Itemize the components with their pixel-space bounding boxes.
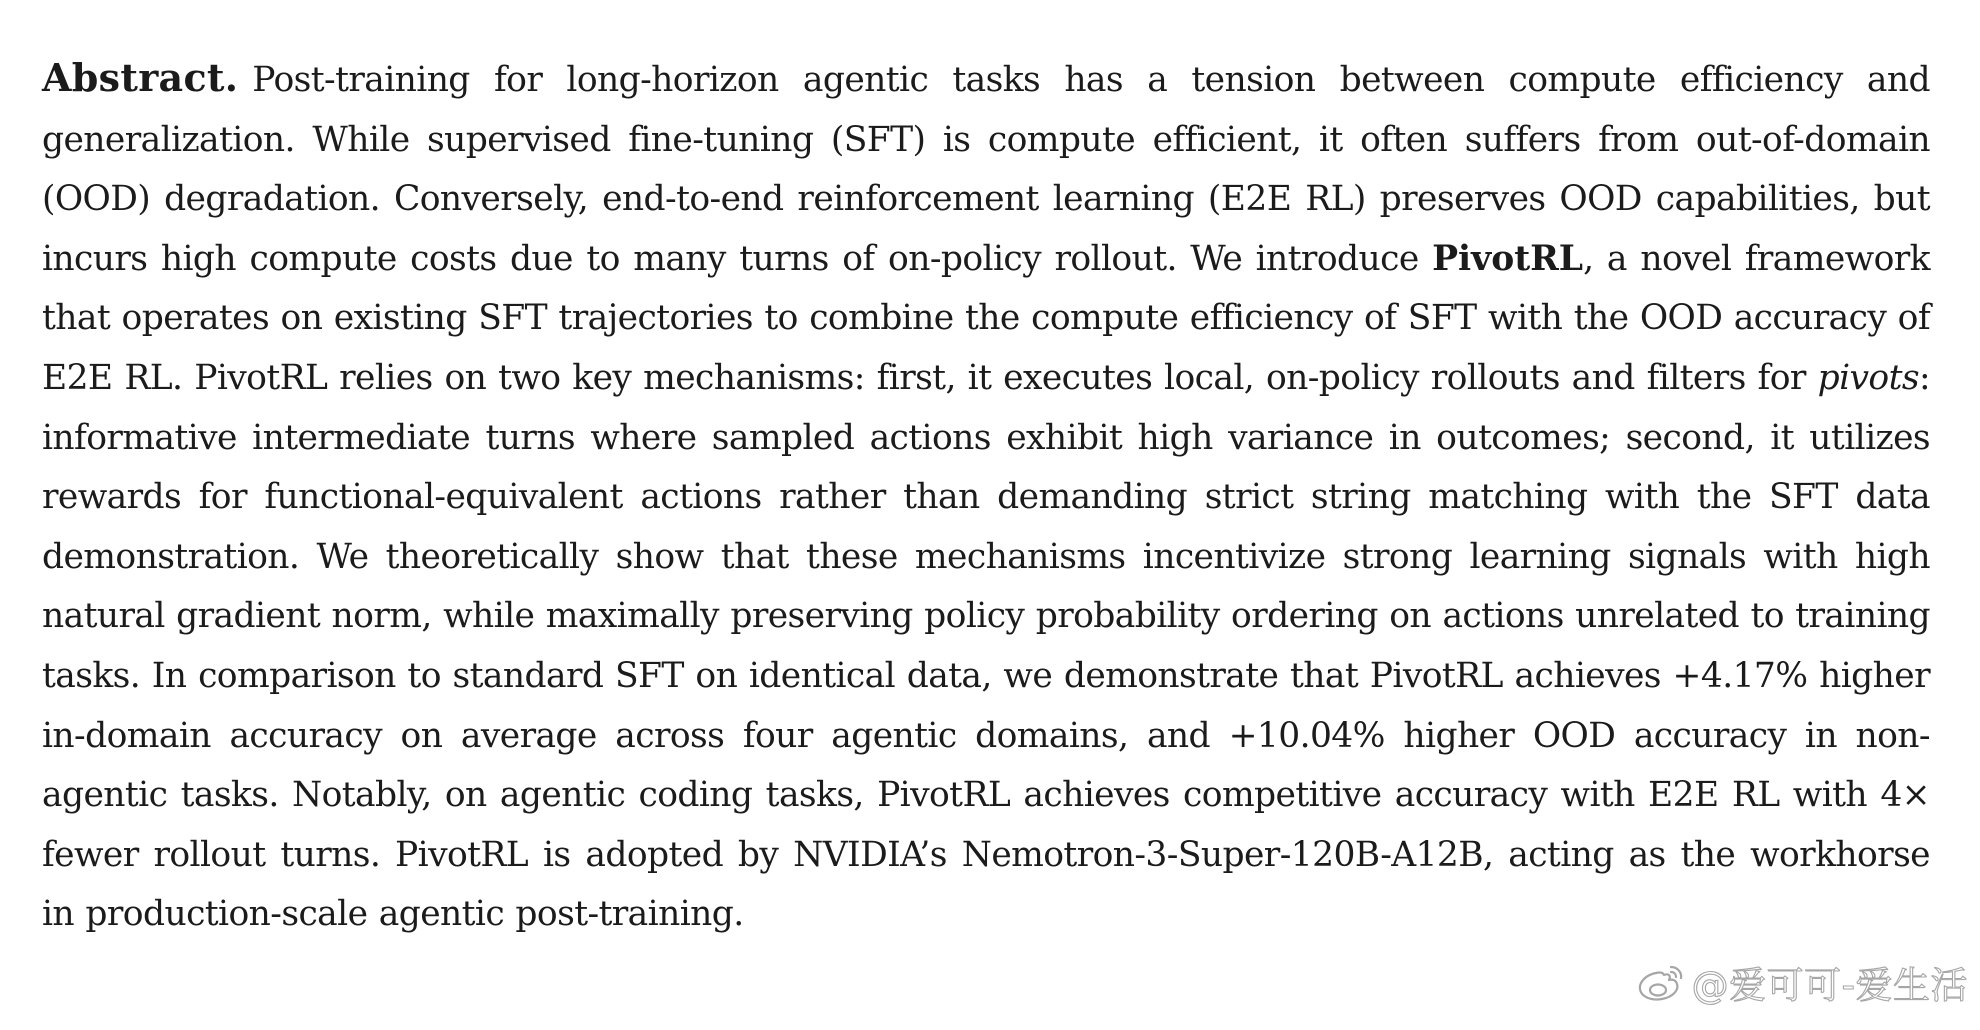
method-name: PivotRL (1432, 238, 1584, 279)
pivots-term: pivots (1817, 357, 1919, 398)
abstract-text-part-2: , a novel framework that operates on existing SFT trajectories to combine the compute efficiency of SFT with the OOD accuracy of E2E RL. PivotRL relies on two key mechanisms: first, it executes local, on-policy rollouts and filters for (42, 238, 1930, 398)
weibo-icon (1636, 961, 1686, 1003)
abstract-paragraph (42, 48, 1930, 945)
abstract-heading: Abstract. (42, 55, 239, 100)
watermark (1636, 953, 1968, 1011)
abstract-text-part-1: Post-training for long-horizon agentic tasks has a tension between compute efficiency and generalization. While supervised fine-tuning (SFT) is compute efficient, it often suffers from out-of-domain (OOD) degradation. Conversely, end-to-end reinforcement learning (E2E RL) preserves OOD capabilities, but incurs high compute costs due to many turns of on-policy rollout. We introduce (42, 60, 1930, 279)
watermark-text: @爱可可-爱生活 (1691, 964, 1968, 1007)
abstract-text-part-3: : informative intermediate turns where sampled actions exhibit high variance in outcomes; second, it utilizes rewards for functional-equivalent actions rather than demanding strict string matching with the SFT data demonstration. We theoretically show that these mechanisms incentivize strong learning signals with high natural gradient norm, while maximally preserving policy probability ordering on actions unrelated to training tasks. In comparison to standard SFT on identical data, we demonstrate that PivotRL achieves +4.17% higher in-domain accuracy on average across four agentic domains, and +10.04% higher OOD accuracy in non-agentic tasks. Notably, on agentic coding tasks, PivotRL achieves competitive accuracy with E2E RL with 4× fewer rollout turns. PivotRL is adopted by NVIDIA’s Nemotron-3-Super-120B-A12B, acting as the workhorse in production-scale agentic post-training. (42, 357, 1930, 935)
